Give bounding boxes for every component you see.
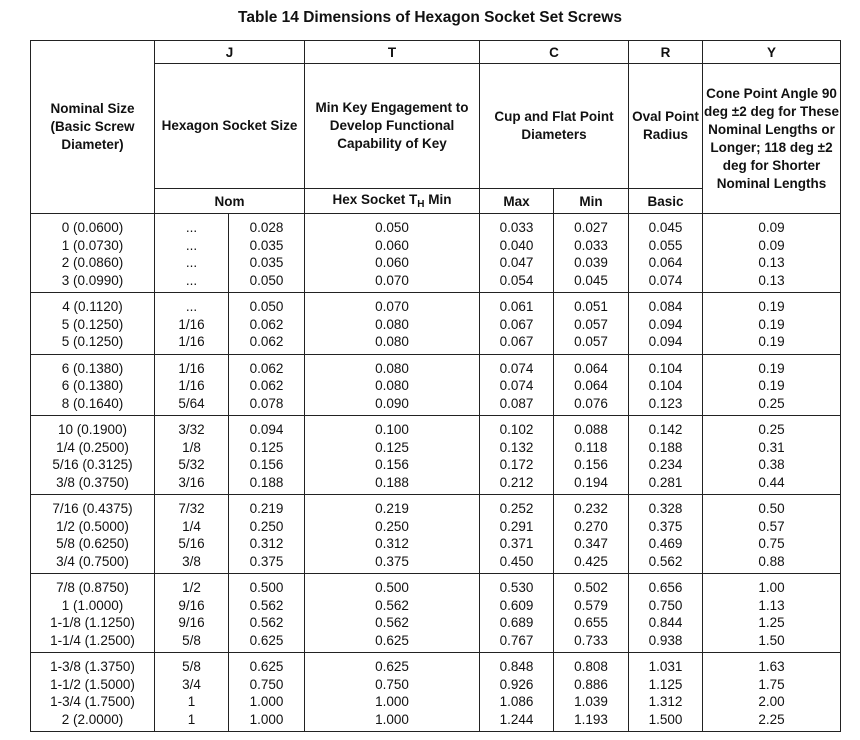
header-oval-point-radius: Oval Point Radius (629, 64, 703, 189)
header-hex-socket-min-label: Min (424, 192, 452, 207)
oval-radius-basic-cell (629, 354, 703, 416)
cup-point-min-value: 0.057 (574, 316, 608, 332)
cone-point-length-value: 1.00 (758, 580, 785, 595)
cone-point-length-value: 0.88 (758, 553, 785, 569)
header-min: Min (554, 189, 629, 214)
cone-point-length-value: 0.19 (758, 334, 785, 349)
oval-radius-basic-value: 0.328 (648, 501, 683, 516)
cup-point-min-value: 0.502 (574, 580, 608, 595)
hex-socket-frac-value: 5/64 (178, 395, 205, 411)
hex-socket-frac-value: 1/8 (182, 439, 201, 455)
hex-socket-frac-value: 1/2 (182, 580, 201, 595)
min-key-engagement-value: 0.050 (375, 220, 409, 235)
oval-radius-basic-cell (629, 293, 703, 355)
min-key-engagement-value: 0.625 (375, 659, 409, 674)
nominal-size-cell (31, 354, 155, 416)
cup-point-max-value: 0.291 (499, 518, 534, 534)
cup-point-min-cell (554, 574, 629, 653)
nominal-size-value: 1/2 (0.5000) (56, 518, 129, 534)
cup-point-max-value: 0.450 (499, 553, 534, 569)
min-key-engagement-cell (305, 354, 480, 416)
min-key-engagement-value: 0.312 (375, 536, 409, 551)
cup-point-max-value: 0.609 (499, 597, 534, 613)
oval-radius-basic-value: 0.104 (648, 360, 683, 376)
min-key-engagement-value: 1.000 (375, 711, 409, 727)
cone-point-length-value: 1.75 (758, 676, 785, 692)
oval-radius-basic-cell (629, 495, 703, 574)
table-row-group (31, 214, 841, 293)
hex-socket-frac-value: 3/4 (182, 676, 201, 692)
hex-socket-frac-value: 7/32 (178, 501, 205, 516)
nominal-size-value: 6 (0.1380) (61, 378, 124, 393)
cup-point-min-value: 0.045 (574, 272, 608, 288)
min-key-engagement-value: 0.375 (375, 553, 409, 569)
cone-point-length-value: 0.19 (758, 299, 785, 314)
header-cone-point-angle: Cone Point Angle 90 deg ±2 deg for These Nominal Lengths or Longer; 118 deg ±2 deg for Shorter Nominal Lengths (703, 64, 841, 214)
cup-point-max-value: 0.040 (499, 237, 534, 253)
hex-socket-dec-value: 0.062 (249, 316, 284, 332)
nominal-size-value: 1-1/8 (1.1250) (50, 615, 135, 630)
nominal-size-value: 4 (0.1120) (62, 299, 123, 314)
nominal-size-value: 2 (0.0860) (61, 255, 124, 270)
nominal-size-value: 3/8 (0.3750) (56, 474, 129, 490)
cone-point-length-value: 0.13 (758, 255, 785, 270)
cup-point-max-cell (480, 416, 554, 495)
cup-point-max-value: 0.926 (499, 676, 534, 692)
oval-radius-basic-value: 0.234 (648, 457, 683, 472)
cup-point-max-value: 0.212 (499, 474, 534, 490)
cup-point-min-cell (554, 214, 629, 293)
nominal-size-cell (31, 495, 155, 574)
min-key-engagement-value: 0.500 (375, 580, 409, 595)
cup-point-min-value: 0.194 (574, 474, 608, 490)
oval-radius-basic-value: 0.562 (648, 553, 683, 569)
cup-point-max-value: 0.074 (499, 378, 534, 393)
cup-point-max-value: 0.252 (499, 501, 534, 516)
min-key-engagement-value: 0.188 (375, 474, 409, 490)
table-row-group (31, 653, 841, 732)
cone-point-length-cell (703, 495, 841, 574)
cup-point-max-value: 0.033 (499, 220, 534, 235)
cup-point-max-value: 0.132 (499, 439, 534, 455)
cup-point-max-value: 0.767 (499, 632, 534, 648)
hex-socket-frac-value: 5/16 (178, 536, 205, 551)
hex-socket-dec-value: 0.750 (249, 676, 284, 692)
cup-point-min-cell (554, 416, 629, 495)
header-hex-socket-size: Hexagon Socket Size (155, 64, 305, 189)
oval-radius-basic-value: 0.750 (648, 597, 683, 613)
nominal-size-value: 3 (0.0990) (61, 272, 124, 288)
cup-point-max-value: 1.086 (499, 694, 534, 709)
cup-point-min-cell (554, 653, 629, 732)
header-letter-row (31, 41, 841, 64)
min-key-engagement-value: 0.250 (375, 518, 409, 534)
cone-point-length-value: 0.38 (758, 457, 785, 472)
header-min-key-engagement: Min Key Engagement to Develop Functional Capability of Key (305, 64, 480, 189)
hex-socket-frac-value: 1/16 (178, 316, 205, 332)
cup-point-min-value: 0.088 (574, 422, 608, 437)
min-key-engagement-cell (305, 416, 480, 495)
cup-point-max-value: 0.530 (499, 580, 534, 595)
header-nominal-size: Nominal Size (Basic Screw Diameter) (31, 41, 155, 214)
hex-socket-dec-value: 0.500 (249, 580, 284, 595)
cup-point-max-value: 0.689 (499, 615, 534, 630)
hex-socket-dec-value: 0.219 (249, 501, 284, 516)
nominal-size-cell (31, 214, 155, 293)
hex-socket-dec-value: 0.062 (249, 360, 284, 376)
header-letter-j: J (155, 41, 305, 64)
cup-point-min-value: 0.064 (574, 360, 608, 376)
cup-point-min-cell (554, 495, 629, 574)
cone-point-length-value: 0.19 (758, 378, 785, 393)
header-letter-c: C (480, 41, 629, 64)
hex-socket-frac-value: 3/8 (182, 553, 201, 569)
hex-socket-frac-value: 1/16 (178, 334, 205, 349)
cup-point-min-value: 0.808 (574, 659, 608, 674)
hex-socket-dec-value: 0.028 (249, 220, 284, 235)
hex-socket-dec-value: 0.062 (249, 378, 284, 393)
hex-socket-dec-value: 0.562 (249, 615, 284, 630)
hex-socket-dec-value: 0.312 (249, 536, 284, 551)
nominal-size-value: 0 (0.0600) (61, 220, 124, 235)
header-max: Max (480, 189, 554, 214)
min-key-engagement-value: 0.625 (375, 632, 409, 648)
min-key-engagement-value: 0.080 (375, 334, 409, 349)
hex-socket-frac-value: 1/16 (178, 360, 205, 376)
cup-point-max-value: 0.067 (499, 334, 534, 349)
min-key-engagement-value: 1.000 (375, 694, 409, 709)
cup-point-max-value: 0.067 (499, 316, 534, 332)
cup-point-max-value: 0.074 (499, 360, 534, 376)
hex-socket-frac-value: ... (185, 299, 198, 314)
oval-radius-basic-value: 1.125 (648, 676, 683, 692)
cone-point-length-value: 0.09 (758, 237, 785, 253)
oval-radius-basic-value: 0.188 (648, 439, 683, 455)
cup-point-min-value: 0.579 (574, 597, 608, 613)
hex-socket-frac-cell (155, 574, 229, 653)
cone-point-length-cell (703, 653, 841, 732)
oval-radius-basic-value: 0.938 (648, 632, 683, 648)
cup-point-min-value: 0.033 (574, 237, 608, 253)
cone-point-length-value: 1.25 (758, 615, 785, 630)
table-body (31, 214, 841, 732)
cone-point-length-cell (703, 354, 841, 416)
hex-socket-frac-value: ... (185, 237, 198, 253)
cup-point-max-value: 0.087 (499, 395, 534, 411)
cup-point-max-value: 1.244 (499, 711, 534, 727)
cup-point-max-value: 0.172 (499, 457, 534, 472)
oval-radius-basic-value: 0.375 (648, 518, 683, 534)
oval-radius-basic-value: 0.094 (648, 334, 683, 349)
hex-socket-frac-cell (155, 495, 229, 574)
hex-socket-dec-value: 0.375 (249, 553, 284, 569)
nominal-size-value: 5 (0.1250) (61, 334, 124, 349)
header-nom: Nom (155, 189, 305, 214)
oval-radius-basic-value: 0.045 (648, 220, 683, 235)
hex-socket-frac-value: ... (185, 255, 198, 270)
cone-point-length-cell (703, 214, 841, 293)
hex-socket-dec-value: 0.050 (249, 272, 284, 288)
hex-socket-frac-value: 1 (187, 694, 196, 709)
hex-socket-frac-cell (155, 214, 229, 293)
hex-socket-frac-value: 9/16 (178, 615, 205, 630)
cone-point-length-value: 1.50 (758, 632, 785, 648)
header-hex-socket-th-label: Hex Socket T (332, 192, 418, 207)
cone-point-length-value: 1.13 (758, 597, 785, 613)
min-key-engagement-cell (305, 214, 480, 293)
cup-point-min-value: 0.733 (574, 632, 608, 648)
cup-point-min-value: 0.039 (574, 255, 608, 270)
min-key-engagement-value: 0.070 (375, 299, 409, 314)
hex-socket-dec-value: 1.000 (249, 694, 284, 709)
hex-socket-dec-cell (229, 653, 305, 732)
oval-radius-basic-cell (629, 574, 703, 653)
hex-socket-frac-value: 1/16 (178, 378, 205, 393)
hex-socket-frac-value: 1 (187, 711, 196, 727)
min-key-engagement-value: 0.080 (375, 378, 409, 393)
cone-point-length-value: 0.31 (758, 439, 785, 455)
hex-socket-frac-cell (155, 416, 229, 495)
cup-point-min-value: 0.270 (574, 518, 608, 534)
hex-socket-dec-value: 0.625 (249, 632, 284, 648)
hex-socket-dec-value: 0.250 (249, 518, 284, 534)
hex-socket-dec-value: 0.094 (249, 422, 284, 437)
cone-point-length-cell (703, 574, 841, 653)
hex-socket-dec-value: 0.035 (249, 237, 284, 253)
cup-point-min-value: 0.118 (574, 439, 608, 455)
dimensions-table (30, 40, 841, 732)
header-hex-socket-th-min (305, 189, 480, 214)
nominal-size-value: 8 (0.1640) (61, 395, 124, 411)
hex-socket-dec-value: 0.188 (249, 474, 284, 490)
min-key-engagement-value: 0.100 (375, 422, 409, 437)
header-letter-y: Y (703, 41, 841, 64)
hex-socket-dec-cell (229, 214, 305, 293)
cone-point-length-cell (703, 416, 841, 495)
hex-socket-frac-value: 3/32 (178, 422, 205, 437)
hex-socket-frac-value: 1/4 (182, 518, 201, 534)
nominal-size-value: 3/4 (0.7500) (56, 553, 129, 569)
cone-point-length-value: 0.13 (758, 272, 785, 288)
min-key-engagement-value: 0.080 (375, 360, 409, 376)
cone-point-length-value: 0.50 (758, 501, 785, 516)
nominal-size-value: 1-3/8 (1.3750) (50, 659, 135, 674)
header-letter-r: R (629, 41, 703, 64)
cone-point-length-value: 2.25 (758, 711, 785, 727)
nominal-size-value: 5/8 (0.6250) (56, 536, 129, 551)
cup-point-min-value: 0.064 (574, 378, 608, 393)
hex-socket-dec-value: 0.078 (249, 395, 284, 411)
min-key-engagement-value: 0.080 (375, 316, 409, 332)
table-header (31, 41, 841, 214)
cup-point-max-cell (480, 574, 554, 653)
cup-point-max-cell (480, 214, 554, 293)
cup-point-min-value: 1.039 (574, 694, 608, 709)
cup-point-min-value: 0.347 (574, 536, 608, 551)
nominal-size-value: 5/16 (0.3125) (52, 457, 133, 472)
nominal-size-value: 1 (1.0000) (61, 597, 124, 613)
hex-socket-frac-value: 5/8 (182, 659, 201, 674)
min-key-engagement-value: 0.156 (375, 457, 409, 472)
hex-socket-dec-value: 0.062 (249, 334, 284, 349)
cup-point-min-value: 0.232 (574, 501, 608, 516)
cup-point-max-cell (480, 495, 554, 574)
hex-socket-dec-cell (229, 293, 305, 355)
cup-point-max-value: 0.047 (499, 255, 534, 270)
hex-socket-dec-value: 0.050 (249, 299, 284, 314)
nominal-size-value: 1-1/4 (1.2500) (50, 632, 135, 648)
hex-socket-dec-value: 0.035 (249, 255, 284, 270)
cup-point-min-value: 0.655 (574, 615, 608, 630)
cup-point-min-value: 0.886 (574, 676, 608, 692)
hex-socket-dec-value: 1.000 (249, 711, 284, 727)
table-title: Table 14 Dimensions of Hexagon Socket Set Screws (238, 9, 622, 26)
cup-point-min-value: 0.051 (574, 299, 608, 314)
hex-socket-dec-value: 0.562 (249, 597, 284, 613)
cup-point-max-value: 0.061 (499, 299, 534, 314)
cup-point-max-cell (480, 293, 554, 355)
hex-socket-dec-cell (229, 354, 305, 416)
min-key-engagement-value: 0.750 (375, 676, 409, 692)
oval-radius-basic-value: 0.469 (648, 536, 683, 551)
nominal-size-cell (31, 653, 155, 732)
nominal-size-value: 10 (0.1900) (57, 422, 128, 437)
hex-socket-dec-value: 0.156 (249, 457, 284, 472)
cup-point-max-value: 0.848 (499, 659, 534, 674)
header-cup-flat-point: Cup and Flat Point Diameters (480, 64, 629, 189)
hex-socket-dec-cell (229, 495, 305, 574)
min-key-engagement-cell (305, 293, 480, 355)
nominal-size-value: 6 (0.1380) (61, 360, 124, 376)
oval-radius-basic-value: 0.281 (648, 474, 683, 490)
nominal-size-cell (31, 293, 155, 355)
oval-radius-basic-value: 1.031 (648, 659, 683, 674)
oval-radius-basic-value: 0.123 (648, 395, 683, 411)
table-row-group (31, 416, 841, 495)
cone-point-length-value: 0.75 (758, 536, 785, 551)
hex-socket-frac-value: 3/16 (178, 474, 205, 490)
table-row-group (31, 495, 841, 574)
oval-radius-basic-cell (629, 653, 703, 732)
cone-point-length-value: 0.19 (758, 316, 785, 332)
cup-point-max-cell (480, 354, 554, 416)
min-key-engagement-cell (305, 653, 480, 732)
hex-socket-frac-value: ... (185, 272, 198, 288)
table-row-group (31, 293, 841, 355)
cup-point-min-value: 0.057 (574, 334, 608, 349)
cup-point-min-value: 0.425 (574, 553, 608, 569)
nominal-size-cell (31, 574, 155, 653)
oval-radius-basic-value: 0.844 (648, 615, 683, 630)
nominal-size-value: 1/4 (0.2500) (56, 439, 129, 455)
cup-point-max-value: 0.054 (499, 272, 534, 288)
oval-radius-basic-value: 0.055 (648, 237, 683, 253)
min-key-engagement-value: 0.060 (375, 255, 409, 270)
min-key-engagement-value: 0.562 (375, 615, 409, 630)
oval-radius-basic-value: 1.312 (648, 694, 683, 709)
cone-point-length-value: 0.25 (758, 422, 785, 437)
oval-radius-basic-cell (629, 214, 703, 293)
min-key-engagement-cell (305, 574, 480, 653)
hex-socket-frac-value: 9/16 (178, 597, 205, 613)
table-row-group (31, 574, 841, 653)
nominal-size-cell (31, 416, 155, 495)
nominal-size-value: 1-3/4 (1.7500) (50, 694, 135, 709)
hex-socket-dec-value: 0.625 (249, 659, 284, 674)
hex-socket-dec-value: 0.125 (249, 439, 284, 455)
nominal-size-value: 1-1/2 (1.5000) (50, 676, 135, 692)
cone-point-length-value: 0.09 (758, 220, 785, 235)
cup-point-min-value: 0.076 (574, 395, 608, 411)
cone-point-length-value: 0.57 (758, 518, 785, 534)
cone-point-length-cell (703, 293, 841, 355)
min-key-engagement-value: 0.070 (375, 272, 409, 288)
hex-socket-dec-cell (229, 574, 305, 653)
min-key-engagement-value: 0.090 (375, 395, 409, 411)
nominal-size-value: 5 (0.1250) (61, 316, 124, 332)
oval-radius-basic-value: 0.084 (648, 299, 683, 314)
cup-point-max-cell (480, 653, 554, 732)
hex-socket-frac-value: 5/8 (182, 632, 201, 648)
oval-radius-basic-value: 0.064 (648, 255, 683, 270)
nominal-size-value: 7/8 (0.8750) (56, 580, 129, 595)
header-hex-socket-subscript: H (417, 199, 425, 210)
nominal-size-value: 1 (0.0730) (61, 237, 124, 253)
cup-point-max-value: 0.371 (499, 536, 534, 551)
cup-point-min-value: 1.193 (574, 711, 608, 727)
cup-point-min-value: 0.156 (574, 457, 608, 472)
cone-point-length-value: 0.44 (758, 474, 785, 490)
cone-point-length-value: 1.63 (758, 659, 785, 674)
cup-point-min-value: 0.027 (574, 220, 608, 235)
min-key-engagement-value: 0.125 (375, 439, 409, 455)
min-key-engagement-value: 0.060 (375, 237, 409, 253)
oval-radius-basic-value: 0.142 (648, 422, 683, 437)
nominal-size-value: 7/16 (0.4375) (52, 501, 133, 516)
hex-socket-frac-cell (155, 354, 229, 416)
hex-socket-dec-cell (229, 416, 305, 495)
oval-radius-basic-cell (629, 416, 703, 495)
oval-radius-basic-value: 0.104 (648, 378, 683, 393)
oval-radius-basic-value: 1.500 (648, 711, 683, 727)
cone-point-length-value: 2.00 (758, 694, 785, 709)
header-basic: Basic (629, 189, 703, 214)
hex-socket-frac-value: ... (185, 220, 198, 235)
hex-socket-frac-cell (155, 293, 229, 355)
nominal-size-value: 2 (2.0000) (61, 711, 124, 727)
cup-point-min-cell (554, 354, 629, 416)
cup-point-max-value: 0.102 (499, 422, 534, 437)
cone-point-length-value: 0.25 (758, 395, 785, 411)
oval-radius-basic-value: 0.074 (648, 272, 683, 288)
oval-radius-basic-value: 0.094 (648, 316, 683, 332)
hex-socket-frac-value: 5/32 (178, 457, 205, 472)
oval-radius-basic-value: 0.656 (648, 580, 683, 595)
header-letter-t: T (305, 41, 480, 64)
min-key-engagement-value: 0.219 (375, 501, 409, 516)
cup-point-min-cell (554, 293, 629, 355)
min-key-engagement-cell (305, 495, 480, 574)
table-row-group (31, 354, 841, 416)
cone-point-length-value: 0.19 (758, 360, 785, 376)
min-key-engagement-value: 0.562 (375, 597, 409, 613)
hex-socket-frac-cell (155, 653, 229, 732)
